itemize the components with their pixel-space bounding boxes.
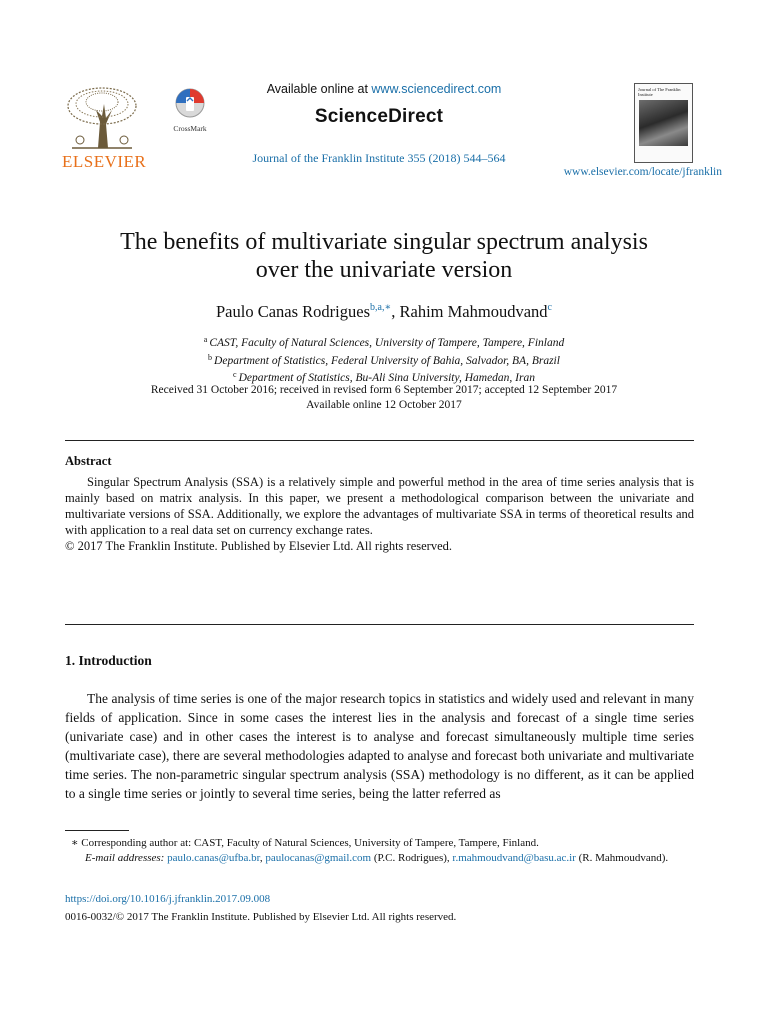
- received-dates: Received 31 October 2016; received in revised form 6 September 2017; accepted 12 September 2017: [150, 384, 618, 396]
- doi-link[interactable]: https://doi.org/10.1016/j.jfranklin.2017.09.008: [65, 893, 271, 905]
- footnote-mark: ∗: [71, 837, 79, 849]
- email-link[interactable]: r.mahmoudvand@basu.ac.ir: [452, 851, 576, 864]
- affiliations: [0, 333, 768, 386]
- abstract-heading: Abstract: [65, 454, 112, 468]
- affiliation-item: [0, 333, 768, 351]
- author-name: Rahim Mahmoudvand: [399, 302, 548, 321]
- cover-artwork: [639, 100, 688, 146]
- article-history: [0, 383, 768, 413]
- abstract-body: [65, 474, 694, 554]
- abstract-text: Singular Spectrum Analysis (SSA) is a relatively simple and powerful method in the area of time series analysis that is mainly based on matrix analysis. In this paper, we present a methodological comparison between the univariate and multivariate versions of SSA. Additionally, we explore the advantages of multivariate SSA in terms of theoretical results and with application to a real data set on currency exchange rates.: [65, 475, 694, 537]
- author-affiliation-marks[interactable]: b,a,∗: [370, 302, 392, 313]
- available-prefix: Available online at: [266, 82, 372, 96]
- author-separator: ,: [391, 302, 400, 321]
- sciencedirect-logo[interactable]: ScienceDirect: [314, 106, 444, 127]
- author-affiliation-marks[interactable]: c: [547, 302, 552, 313]
- corresponding-author-text: Corresponding author at: CAST, Faculty of Natural Sciences, University of Tampere, Tampere, Finland.: [81, 837, 539, 849]
- title-line-1: The benefits of multivariate singular spectrum analysis: [120, 229, 648, 255]
- footnotes: [65, 836, 694, 865]
- email-owner: (P.C. Rodrigues),: [371, 851, 453, 864]
- email-link[interactable]: paulocanas@gmail.com: [265, 851, 372, 864]
- email-link[interactable]: paulo.canas@ufba.br: [167, 851, 260, 864]
- author-list: [0, 302, 768, 322]
- email-owner: (R. Mahmoudvand).: [575, 851, 669, 864]
- article-title: [0, 228, 768, 284]
- affiliation-mark: c: [233, 370, 237, 379]
- journal-cover-thumbnail[interactable]: [634, 83, 693, 163]
- divider: [65, 440, 694, 441]
- crossmark-label: CrossMark: [173, 124, 207, 133]
- corresponding-author-note: [65, 836, 694, 851]
- section-body: The analysis of time series is one of the major research topics in statistics and widely used and relevant in many fields of application. Since in some cases the interest lies in the analysis and forecast of a single time series (univariate case) and in other cases the interest is to analyse and forecast simultaneously multiple time series (multivariate case), there are several methodologies adapted to analyse and forecast both univariate and multivariate time series. The non-parametric singular spectrum analysis (SSA) methodology is no different, as it can be applied to a single time series or jointly to several time series, being the latter referred as: [65, 691, 694, 801]
- affiliation-text: Department of Statistics, Federal University of Bahia, Salvador, BA, Brazil: [214, 354, 560, 367]
- email-separator: ,: [259, 851, 266, 864]
- issn-copyright: 0016-0032/© 2017 The Franklin Institute. Published by Elsevier Ltd. All rights reserved.: [65, 911, 457, 923]
- email-addresses: [65, 851, 694, 866]
- cover-title: Journal of The Franklin Institute: [638, 87, 681, 97]
- elsevier-wordmark: ELSEVIER: [62, 152, 147, 171]
- affiliation-mark: b: [208, 352, 213, 362]
- affiliation-text: CAST, Faculty of Natural Sciences, University of Tampere, Tampere, Finland: [209, 337, 565, 349]
- available-online-date: Available online 12 October 2017: [306, 399, 462, 411]
- sciencedirect-link[interactable]: www.sciencedirect.com: [371, 82, 502, 96]
- title-line-2: over the univariate version: [255, 257, 513, 283]
- affiliation-item: [0, 351, 768, 369]
- affiliation-text: Department of Statistics, Bu-Ali Sina University, Hamedan, Iran: [238, 372, 535, 384]
- divider: [65, 624, 694, 625]
- abstract-copyright: © 2017 The Franklin Institute. Published by Elsevier Ltd. All rights reserved.: [65, 539, 452, 553]
- journal-citation[interactable]: Journal of the Franklin Institute 355 (2018) 544–564: [252, 151, 506, 165]
- affiliation-mark: a: [203, 335, 208, 344]
- journal-homepage-link[interactable]: www.elsevier.com/locate/jfranklin: [563, 166, 722, 178]
- email-label: E-mail addresses:: [85, 851, 165, 864]
- section-heading: 1. Introduction: [65, 653, 152, 668]
- footnote-divider: [65, 830, 129, 831]
- author-name: Paulo Canas Rodrigues: [216, 302, 370, 321]
